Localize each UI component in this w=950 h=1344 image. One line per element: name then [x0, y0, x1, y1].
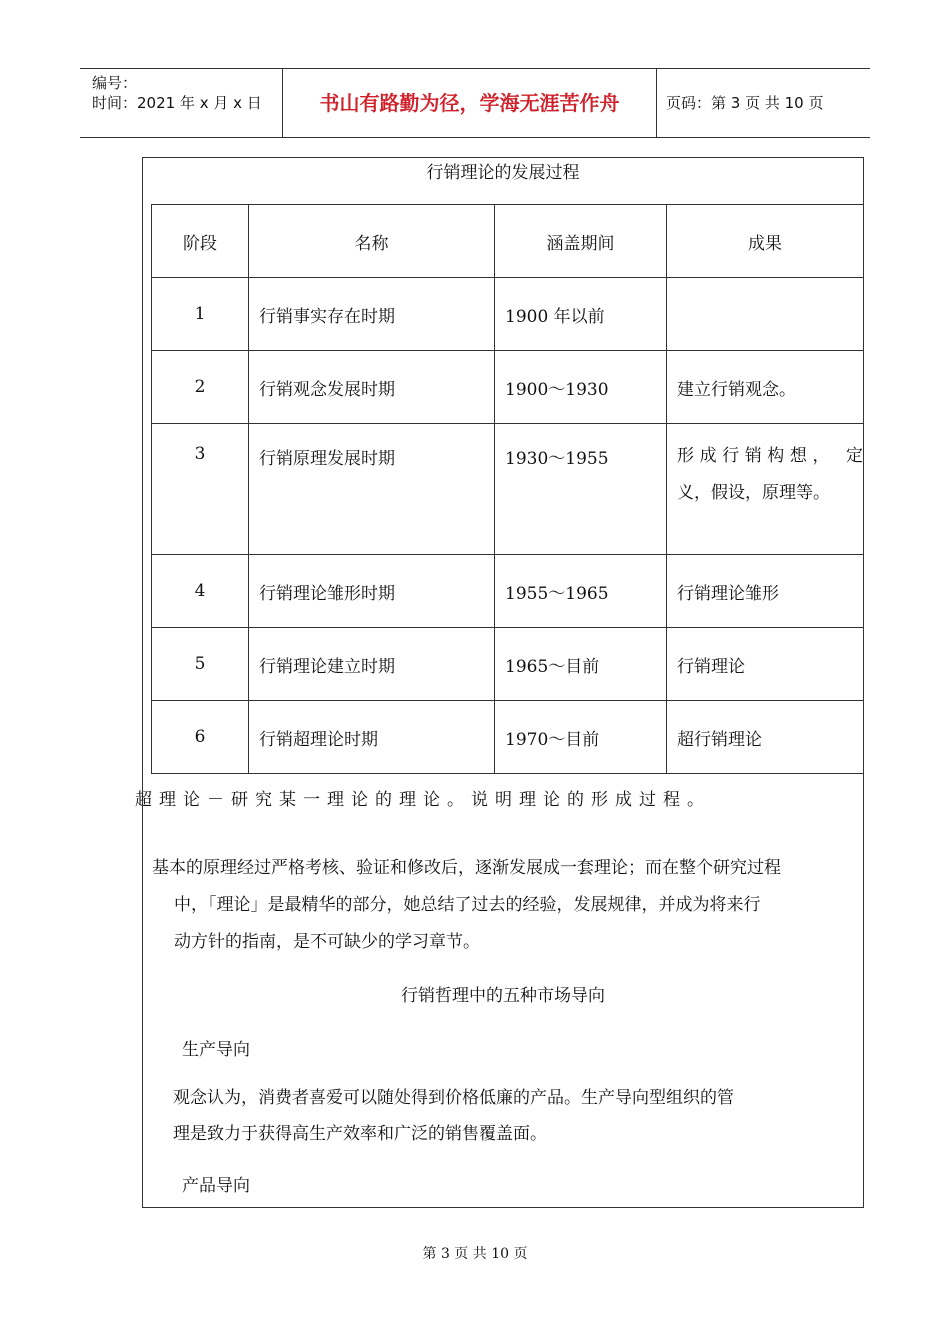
- five-orientations-title: 行销哲理中的五种市场导向: [401, 986, 605, 1006]
- cell-result: [667, 424, 864, 555]
- cell-name: 行销观念发展时期: [249, 351, 495, 424]
- cell-result: 建立行销观念。: [667, 351, 864, 424]
- cell-name: 行销超理论时期: [249, 701, 495, 774]
- cell-result: 超行销理论: [667, 701, 864, 774]
- cell-name: 行销原理发展时期: [249, 424, 495, 555]
- header-motto-cell: [282, 69, 657, 137]
- marketing-development-table: [151, 204, 864, 774]
- header-left: [80, 69, 282, 141]
- super-theory-paragraph: 超理论－研究某一理论的理论。说明理论的形成过程。: [135, 790, 711, 810]
- table-row: [152, 424, 864, 555]
- document-number-label: 编号：: [92, 74, 138, 92]
- column-header-stage: 阶段: [152, 205, 249, 278]
- cell-name: 行销理论建立时期: [249, 628, 495, 701]
- table-row: [152, 351, 864, 424]
- paragraph-line: 中，「理论」是最精华的部分，她总结了过去的经验，发展规律，并成为将来行: [174, 895, 761, 915]
- table-row: [152, 701, 864, 774]
- cell-result: 行销理论雏形: [667, 555, 864, 628]
- table-row: [152, 278, 864, 351]
- cell-name: 行销理论雏形时期: [249, 555, 495, 628]
- basic-principle-paragraph: [152, 850, 864, 961]
- column-header-result: 成果: [667, 205, 864, 278]
- cell-period: 1955～1965: [495, 555, 667, 628]
- table-title: 行销理论的发展过程: [426, 163, 580, 183]
- page-footer: 第 3 页 共 10 页: [422, 1246, 528, 1262]
- cell-period: 1900～1930: [495, 351, 667, 424]
- cell-result: [667, 278, 864, 351]
- cell-period: 1970～目前: [495, 701, 667, 774]
- production-orientation-heading: 生产导向: [182, 1040, 250, 1060]
- column-header-period: 涵盖期间: [495, 205, 667, 278]
- table-row: [152, 628, 864, 701]
- cell-stage: 4: [152, 555, 249, 628]
- table-row: [152, 555, 864, 628]
- cell-name: 行销事实存在时期: [249, 278, 495, 351]
- cell-result-line: 义，假设，原理等。: [677, 483, 830, 503]
- paragraph-line: 理是致力于获得高生产效率和广泛的销售覆盖面。: [173, 1124, 547, 1144]
- header-motto: 书山有路勤为径，学海无涯苦作舟: [319, 91, 620, 115]
- cell-stage: 6: [152, 701, 249, 774]
- page-header: [80, 68, 870, 138]
- table-header-row: [152, 205, 864, 278]
- cell-result: 行销理论: [667, 628, 864, 701]
- cell-period: 1930～1955: [495, 424, 667, 555]
- cell-result-line: 形成行销构想， 定: [677, 446, 863, 466]
- paragraph-line: 基本的原理经过严格考核、验证和修改后，逐渐发展成一套理论；而在整个研究过程: [152, 858, 781, 878]
- cell-stage: 5: [152, 628, 249, 701]
- paragraph-line: 观念认为，消费者喜爱可以随处得到价格低廉的产品。生产导向型组织的管: [173, 1088, 734, 1108]
- production-orientation-paragraph: [173, 1080, 853, 1152]
- cell-stage: 2: [152, 351, 249, 424]
- cell-period: 1900 年以前: [495, 278, 667, 351]
- cell-stage: 1: [152, 278, 249, 351]
- cell-period: 1965～目前: [495, 628, 667, 701]
- column-header-name: 名称: [249, 205, 495, 278]
- product-orientation-heading: 产品导向: [182, 1176, 250, 1196]
- paragraph-line: 动方针的指南，是不可缺少的学习章节。: [174, 932, 480, 952]
- document-time-label: 时间：2021 年 x 月 x 日: [92, 94, 262, 112]
- header-page-info: 页码：第 3 页 共 10 页: [666, 94, 824, 112]
- cell-stage: 3: [152, 424, 249, 555]
